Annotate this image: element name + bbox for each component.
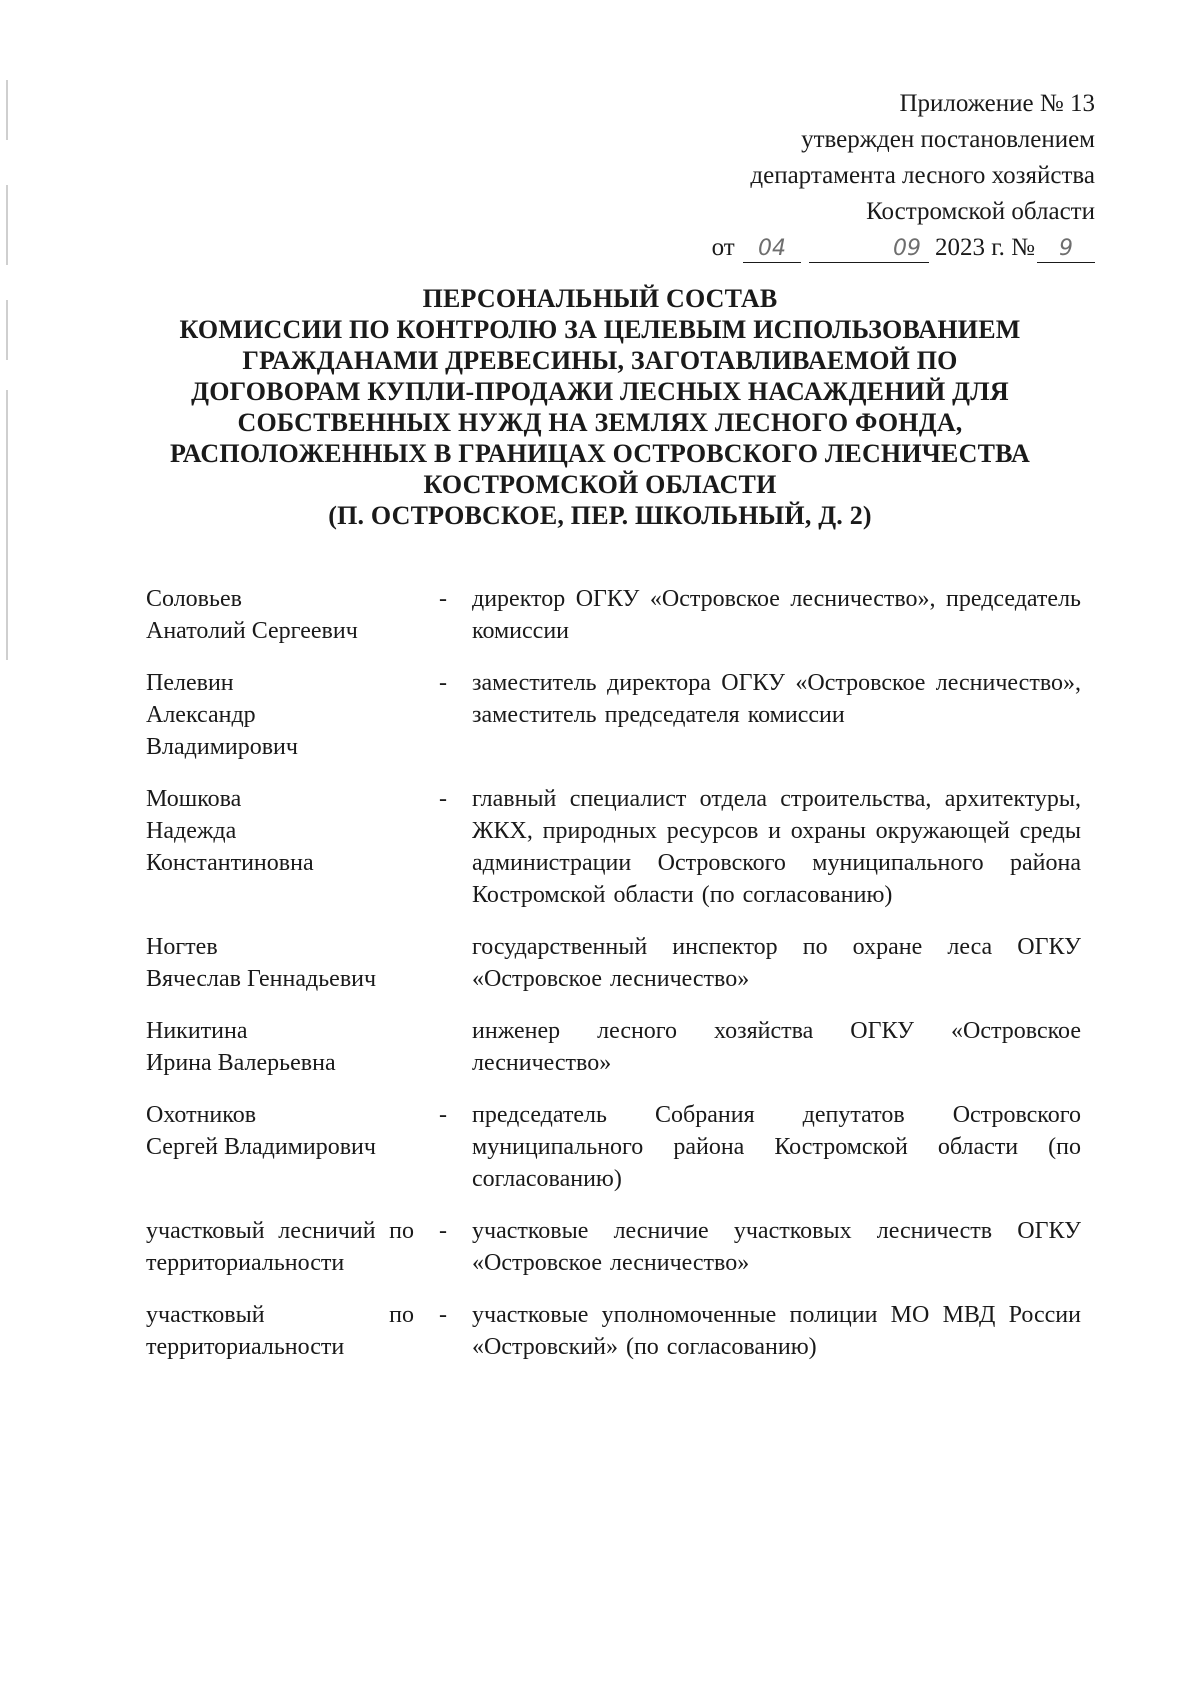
commission-members-list	[146, 583, 1081, 1383]
member-dash: -	[439, 786, 447, 812]
member-position-title: участковый по территориальности	[146, 1302, 414, 1360]
member-surname: Мошкова	[146, 786, 242, 812]
member-dash	[414, 1015, 472, 1079]
title-line: РАСПОЛОЖЕННЫХ В ГРАНИЦАХ ОСТРОВСКОГО ЛЕСНИЧЕСТВА	[170, 439, 1030, 468]
region-name: Костромской области	[866, 198, 1095, 225]
title-line: СОБСТВЕННЫХ НУЖД НА ЗЕМЛЯХ ЛЕСНОГО ФОНДА,	[237, 408, 963, 437]
title-line: ПЕРСОНАЛЬНЫЙ СОСТАВ	[422, 284, 778, 313]
scan-edge-mark	[6, 185, 8, 265]
handwritten-day: 04	[743, 236, 801, 263]
member-given-names: Сергей Владимирович	[146, 1134, 376, 1160]
scan-edge-mark	[6, 390, 8, 660]
member-given-names: Ирина Валерьевна	[146, 1050, 336, 1076]
member-dash: -	[439, 670, 447, 696]
member-row	[146, 667, 1081, 763]
scan-edge-mark	[6, 300, 8, 360]
scan-edge-mark	[6, 80, 8, 140]
member-dash: -	[439, 586, 447, 612]
date-prefix: от	[711, 234, 735, 261]
member-name	[146, 583, 414, 647]
member-given-names: Анатолий Сергеевич	[146, 618, 358, 644]
member-name	[146, 783, 414, 911]
member-name	[146, 1099, 414, 1195]
member-surname: Охотников	[146, 1102, 257, 1128]
member-role: директор ОГКУ «Островское лесничество», председатель комиссии	[472, 586, 1081, 644]
issuing-department: департамента лесного хозяйства	[750, 162, 1095, 189]
approval-statement: утвержден постановлением	[801, 126, 1095, 153]
member-dash: -	[439, 1218, 447, 1244]
member-surname: Ногтев	[146, 934, 218, 960]
member-patronymic: Константиновна	[146, 850, 314, 876]
member-first-name: Надежда	[146, 818, 237, 844]
member-role: участковые лесничие участковых лесничеств ОГКУ «Островское лесничество»	[472, 1218, 1081, 1276]
member-surname: Никитина	[146, 1018, 248, 1044]
member-surname: Пелевин	[146, 670, 234, 696]
member-row	[146, 1099, 1081, 1195]
year-and-number-label: 2023 г. №	[934, 234, 1035, 261]
member-patronymic: Владимирович	[146, 734, 298, 760]
member-row	[146, 583, 1081, 647]
member-role: инженер лесного хозяйства ОГКУ «Островское лесничество»	[472, 1018, 1081, 1076]
title-line: (П. ОСТРОВСКОЕ, ПЕР. ШКОЛЬНЫЙ, Д. 2)	[328, 501, 872, 530]
member-name	[146, 667, 414, 763]
member-role: заместитель директора ОГКУ «Островское лесничество», заместитель председателя комиссии	[472, 670, 1081, 728]
document-title	[120, 283, 1080, 531]
member-role: государственный инспектор по охране леса ОГКУ «Островское лесничество»	[472, 934, 1081, 992]
member-position-title: участковый лесничий по территориальности	[146, 1218, 414, 1276]
member-surname: Соловьев	[146, 586, 242, 612]
title-line: ДОГОВОРАМ КУПЛИ-ПРОДАЖИ ЛЕСНЫХ НАСАЖДЕНИЙ ДЛЯ	[191, 377, 1009, 406]
member-row	[146, 1015, 1081, 1079]
title-line: КОСТРОМСКОЙ ОБЛАСТИ	[423, 470, 777, 499]
handwritten-resolution-number: 9	[1037, 236, 1095, 263]
member-role: главный специалист отдела строительства, архитектуры, ЖКХ, природных ресурсов и охраны окружающей среды администрации Островского муниципального района Костромской области (по согласованию)	[472, 786, 1081, 908]
member-dash	[414, 931, 472, 995]
member-dash: -	[439, 1102, 447, 1128]
title-line: КОМИССИИ ПО КОНТРОЛЮ ЗА ЦЕЛЕВЫМ ИСПОЛЬЗОВАНИЕМ	[179, 315, 1021, 344]
member-role: участковые уполномоченные полиции МО МВД России «Островский» (по согласованию)	[472, 1302, 1081, 1360]
member-row	[146, 931, 1081, 995]
member-first-name: Александр	[146, 702, 256, 728]
member-name	[146, 931, 414, 995]
approval-block	[712, 86, 1095, 266]
member-name	[146, 1015, 414, 1079]
member-row	[146, 783, 1081, 911]
member-row	[146, 1215, 1081, 1279]
member-row	[146, 1299, 1081, 1363]
title-line: ГРАЖДАНАМИ ДРЕВЕСИНЫ, ЗАГОТАВЛИВАЕМОЙ ПО	[242, 346, 958, 375]
handwritten-month: 09	[809, 236, 929, 263]
member-role: председатель Собрания депутатов Островского муниципального района Костромской области (по согласованию)	[472, 1102, 1081, 1192]
member-dash: -	[439, 1302, 447, 1328]
appendix-number: Приложение № 13	[899, 90, 1095, 117]
resolution-date-line	[712, 230, 1095, 266]
member-given-names: Вячеслав Геннадьевич	[146, 966, 377, 992]
